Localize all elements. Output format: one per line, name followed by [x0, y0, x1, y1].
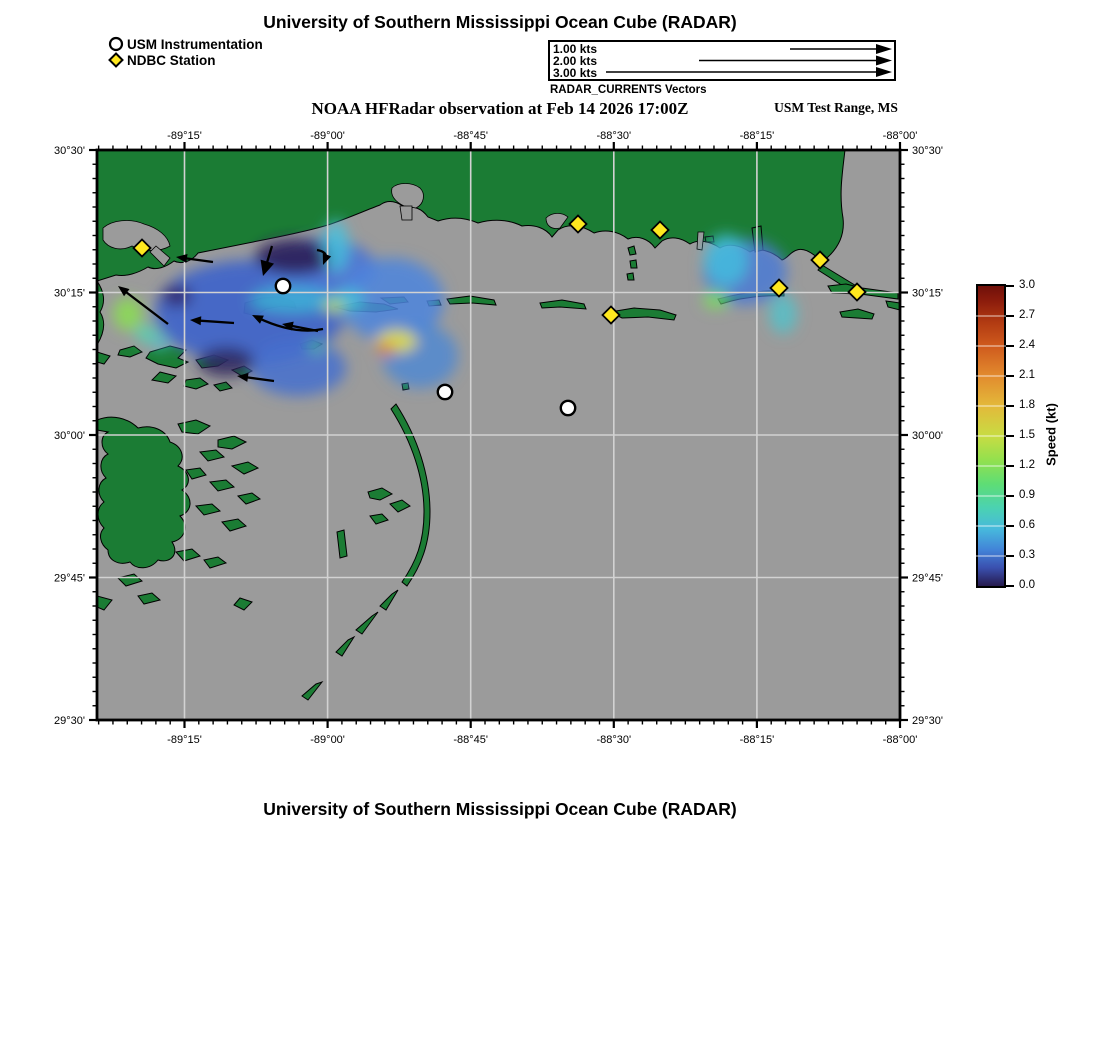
svg-text:30°00': 30°00'	[54, 430, 85, 442]
bottom-title: University of Southern Mississippi Ocean Cube (RADAR)	[263, 799, 737, 819]
colorbar-tick-label: 0.9	[1019, 488, 1035, 501]
svg-text:-88°30': -88°30'	[596, 130, 632, 142]
colorbar-tick-mark	[1006, 405, 1014, 407]
speed-axis-label: Speed (kt)	[1043, 403, 1059, 466]
scale-arrow-head	[876, 67, 892, 77]
vector-scale-box	[548, 40, 896, 81]
svg-text:30°30': 30°30'	[912, 145, 943, 157]
svg-text:-88°15': -88°15'	[739, 734, 775, 746]
colorbar-gridline	[976, 525, 1006, 527]
svg-text:-88°15': -88°15'	[739, 130, 775, 142]
svg-text:29°30': 29°30'	[54, 715, 85, 727]
legend-label-ndbc: NDBC Station	[127, 52, 216, 68]
vector-scale-label-3: 3.00 kts	[553, 66, 598, 80]
colorbar-tick-label: 2.7	[1019, 308, 1035, 321]
svg-text:-89°15': -89°15'	[167, 130, 202, 142]
svg-text:-89°00': -89°00'	[310, 734, 345, 746]
ndbc-diamond-icon	[108, 52, 124, 68]
colorbar-tick-mark	[1006, 465, 1014, 467]
vector-scale-label-1: 1.00 kts	[553, 42, 598, 56]
colorbar-tick-mark	[1006, 525, 1014, 527]
colorbar-gridline	[976, 345, 1006, 347]
svg-text:29°45': 29°45'	[912, 572, 943, 585]
svg-text:-89°00': -89°00'	[310, 130, 345, 142]
svg-text:30°15': 30°15'	[54, 287, 85, 300]
svg-text:-88°45': -88°45'	[453, 130, 489, 142]
colorbar-gridline	[976, 435, 1006, 437]
svg-text:-88°00': -88°00'	[882, 734, 918, 746]
colorbar-tick-mark	[1006, 375, 1014, 377]
range-label: USM Test Range, MS	[774, 100, 898, 115]
colorbar-gridline	[976, 465, 1006, 467]
scale-arrow-head	[876, 44, 892, 54]
svg-text:-88°00': -88°00'	[882, 130, 918, 142]
colorbar-tick-mark	[1006, 285, 1014, 287]
colorbar-gridline	[976, 375, 1006, 377]
colorbar-tick-label: 0.6	[1019, 518, 1035, 531]
colorbar-tick-mark	[1006, 435, 1014, 437]
colorbar-tick-label: 1.2	[1019, 458, 1035, 471]
svg-text:30°00': 30°00'	[912, 430, 943, 442]
svg-text:30°30': 30°30'	[54, 145, 85, 157]
usm-circle-marker	[561, 401, 575, 415]
colorbar-tick-mark	[1006, 345, 1014, 347]
colorbar-gridline	[976, 405, 1006, 407]
map-subtitle: NOAA HFRadar observation at Feb 14 2026 17:00Z	[311, 99, 689, 118]
vector-scale-label-2: 2.00 kts	[553, 54, 598, 68]
colorbar-tick-mark	[1006, 495, 1014, 497]
svg-text:29°45': 29°45'	[54, 572, 85, 585]
svg-text:-88°45': -88°45'	[453, 734, 489, 746]
colorbar-tick-label: 2.4	[1019, 338, 1035, 351]
usm-circle-marker	[438, 385, 452, 399]
colorbar-tick-label: 1.8	[1019, 398, 1035, 411]
colorbar-tick-label: 1.5	[1019, 428, 1035, 441]
legend-label-usm: USM Instrumentation	[127, 36, 263, 52]
legend-item-ndbc	[108, 52, 263, 68]
colorbar-gridline	[976, 315, 1006, 317]
map-legend	[108, 36, 263, 68]
svg-text:30°15': 30°15'	[912, 287, 943, 300]
vector-scale-arrows	[550, 42, 894, 79]
colorbar-tick-label: 2.1	[1019, 368, 1035, 381]
colorbar-gridline	[976, 555, 1006, 557]
svg-text:29°30': 29°30'	[912, 715, 943, 727]
legend-item-usm	[108, 36, 263, 52]
colorbar-tick-label: 0.3	[1019, 548, 1035, 561]
usm-circle-icon	[108, 36, 124, 52]
scale-arrow-head	[876, 56, 892, 66]
colorbar-tick-label: 0.0	[1019, 578, 1035, 591]
svg-text:-88°30': -88°30'	[596, 734, 632, 746]
colorbar-tick-mark	[1006, 315, 1014, 317]
page-title: University of Southern Mississippi Ocean Cube (RADAR)	[263, 12, 737, 32]
svg-text:-89°15': -89°15'	[167, 734, 202, 746]
vector-caption: RADAR_CURRENTS Vectors	[550, 84, 707, 96]
colorbar-tick-label: 3.0	[1019, 278, 1035, 291]
usm-circle-marker	[276, 279, 290, 293]
colorbar-gridline	[976, 495, 1006, 497]
colorbar-tick-mark	[1006, 555, 1014, 557]
colorbar-tick-mark	[1006, 585, 1014, 587]
